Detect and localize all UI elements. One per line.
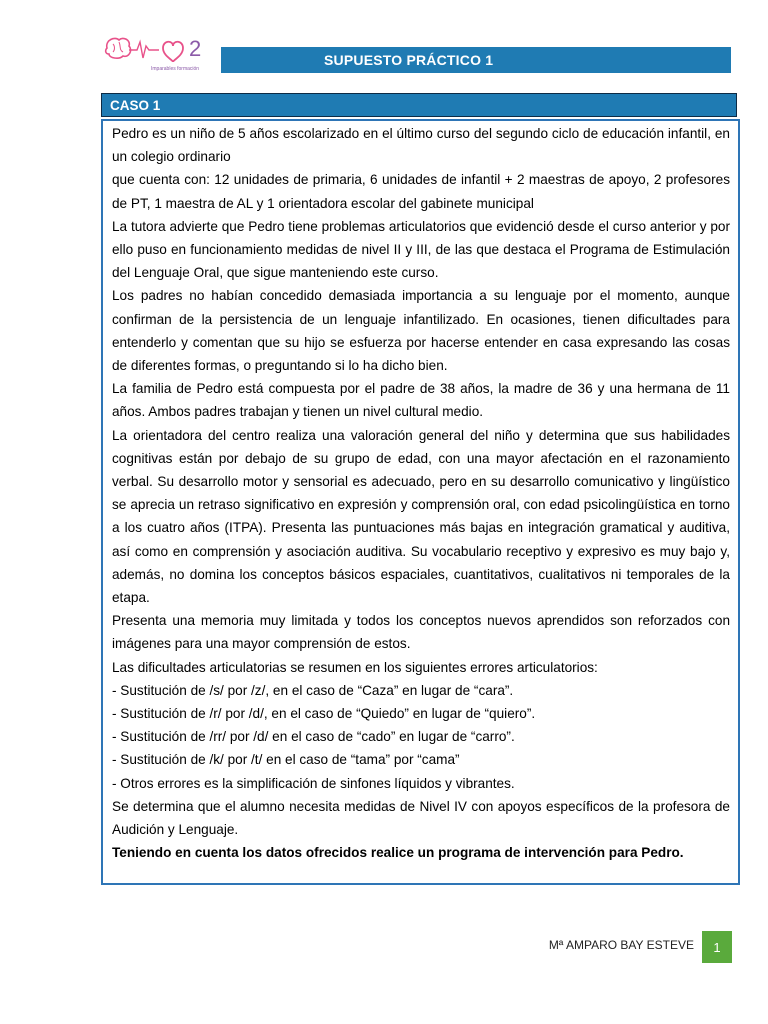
case-text-box (101, 119, 740, 885)
logo-number: 2 (189, 36, 202, 61)
case-paragraph: La orientadora del centro realiza una valoración general del niño y determina que sus habilidades cognitivas están por debajo de su grupo de edad, con una mayor afectación en el razonamiento verbal. Su desarrollo motor y sensorial es adecuado, pero en su desarrollo comunicativo y lingüístico se aprecia un retraso significativo en expresión y comprensión oral, con edad psicolingüística en torno a los cuatro años (ITPA). Presenta las puntuaciones más bajas en integración gramatical y auditiva, así como en comprensión y asociación auditiva. Su vocabulario receptivo y expresivo es muy bajo y, además, no domina los conceptos básicos espaciales, cuantitativos, cualitativos ni temporales de la etapa. (112, 427, 730, 606)
error-list-item: - Sustitución de /s/ por /z/, en el caso de “Caza” en lugar de “cara”. (112, 682, 514, 698)
page-title: SUPUESTO PRÁCTICO 1 (324, 52, 494, 68)
error-list-item: - Otros errores es la simplificación de sinfones líquidos y vibrantes. (112, 775, 515, 791)
case-paragraph: Presenta una memoria muy limitada y todos los conceptos nuevos aprendidos son reforzados con imágenes para una mayor comprensión de estos. (112, 613, 730, 652)
error-list-item: - Sustitución de /r/ por /d/, en el caso de “Quiedo” en lugar de “quiero”. (112, 706, 536, 722)
case-paragraph: La tutora advierte que Pedro tiene problemas articulatorios que evidenció desde el curso anterior y por ello puso en funcionamiento medidas de nivel II y III, de las que destaca el Programa de Estimulación del Lenguaje Oral, que sigue manteniendo este curso. (112, 218, 730, 281)
brain-heart-logo-icon (103, 34, 215, 74)
task-statement: Teniendo en cuenta los datos ofrecidos realice un programa de intervención para Pedro. (112, 845, 684, 861)
error-list-item: - Sustitución de /k/ por /t/ en el caso de “tama” por “cama” (112, 752, 460, 768)
case-paragraph: Los padres no habían concedido demasiada importancia a su lenguaje por el momento, aunque confirman de la persistencia de un lenguaje infantilizado. En ocasiones, tienen dificultades para entenderlo y comentan que su hijo se esfuerza por hacerse entender en casa expresando las cosas de diferentes formas, o preguntando si lo ha dicho bien. (112, 288, 730, 374)
logo (103, 34, 215, 74)
case-title: CASO 1 (101, 93, 737, 117)
footer-author: Mª AMPARO BAY ESTEVE (548, 938, 694, 952)
logo-text: Imparables formación (151, 66, 200, 72)
error-list-item: - Sustitución de /rr/ por /d/ en el caso de “cado” en lugar de “carro”. (112, 729, 515, 745)
page-number: 1 (702, 931, 732, 963)
header-title-bar (221, 47, 731, 73)
case-paragraph: La familia de Pedro está compuesta por el padre de 38 años, la madre de 36 y una hermana de 11 años. Ambos padres trabajan y tienen un nivel cultural medio. (112, 381, 730, 420)
case-paragraph: Se determina que el alumno necesita medidas de Nivel IV con apoyos específicos de la profesora de Audición y Lenguaje. (112, 798, 730, 838)
case-paragraph: Las dificultades articulatorias se resumen en los siguientes errores articulatorios: (112, 659, 598, 675)
case-paragraph: que cuenta con: 12 unidades de primaria, 6 unidades de infantil + 2 maestras de apoyo, 2 profesores de PT, 1 maestra de AL y 1 orientadora escolar del gabinete municipal (112, 172, 730, 211)
case-paragraph: Pedro es un niño de 5 años escolarizado en el último curso del segundo ciclo de educación infantil, en un colegio ordinario (112, 126, 730, 165)
